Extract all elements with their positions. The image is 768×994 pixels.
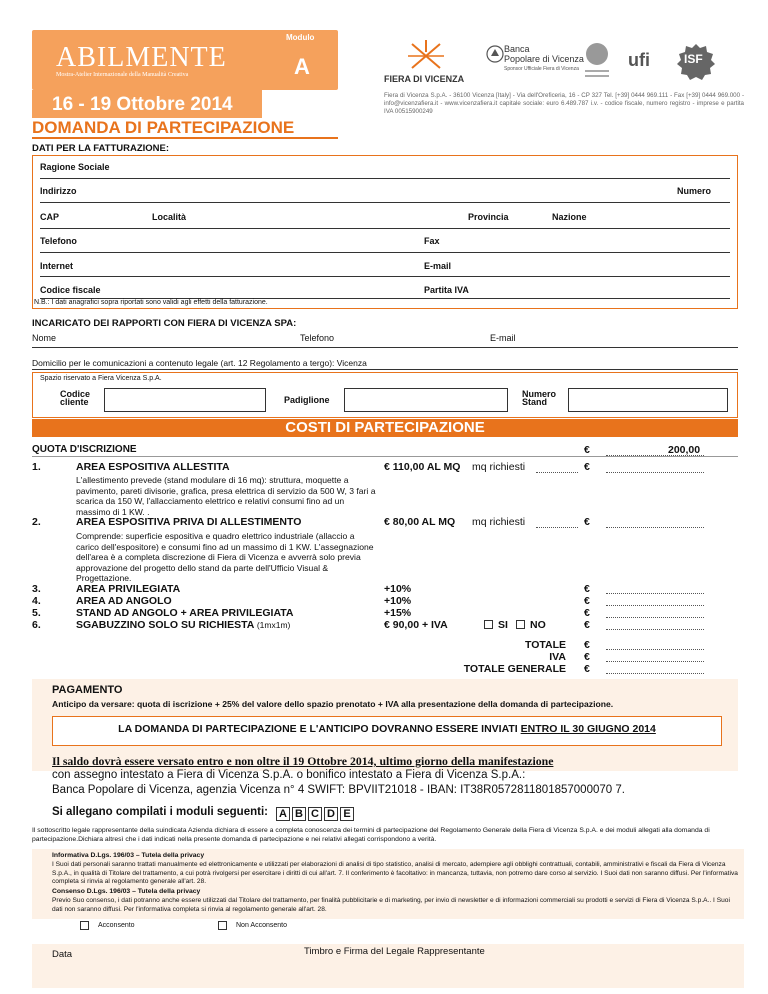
totale-label: TOTALE [524, 639, 566, 651]
billing-note: N.B.: I dati anagrafici sopra riportati sono validi agli effetti della fatturazione. [34, 299, 268, 306]
item1-num: 1. [32, 461, 41, 473]
item4-title: AREA AD ANGOLO [76, 595, 172, 607]
numero-stand-field[interactable] [568, 388, 728, 412]
privacy-text: I Suoi dati personali saranno trattati manualmente ed elettronicamente e utilizzati per elaborazioni di analisi di tipo statistico, analisi di mercato, adempiere agli obblighi contrattuali, contabili, amministrativi e fiscali da Fiera di Vicenza S.p.A., in qualità di Titolare del trattamento, a cui potrà rivolgersi per esercitare i diritti di cui all'art. 7. Il conferimento è facoltativo: in mancanza, tuttavia, non potremo dare corso al servizio. I Suoi dati non saranno diffusi. Per l'informativa completa si rinvia al regolamento generale all'art. 28. [52, 861, 738, 886]
sgabuzzino-no-label: NO [530, 619, 546, 631]
label-email: E-mail [424, 261, 452, 271]
bank-name-2: Popolare di Vicenza [504, 54, 584, 64]
field-telefono-fax[interactable] [40, 252, 730, 253]
label-cap: CAP [40, 212, 60, 222]
reserved-title: Spazio riservato a Fiera Vicenza S.p.A. [40, 375, 162, 382]
totals-labels [400, 639, 566, 675]
item5-total-field[interactable] [606, 617, 704, 618]
modulo-e-box[interactable]: E [340, 807, 354, 821]
acconsento-label: Acconsento [98, 922, 135, 929]
item1-mq: mq richiesti [472, 461, 526, 473]
item2-num: 2. [32, 516, 41, 528]
field-contact[interactable] [32, 347, 738, 348]
saldo-text: Il saldo dovrà essere versato entro e non oltre il 19 Ottobre 2014, ultimo giorno della manifestazione [52, 754, 554, 768]
sgabuzzino-no-checkbox[interactable] [516, 620, 525, 629]
logo-subtitle: Mostra-Atelier Internazionale della Manualità Creativa [56, 72, 189, 78]
field-cap-localita[interactable] [40, 228, 730, 229]
item4-total-field[interactable] [606, 605, 704, 606]
event-dates: 16 - 19 Ottobre 2014 [52, 94, 233, 115]
moduli-letters [276, 804, 356, 822]
label-fax: Fax [424, 236, 440, 246]
dichiarazione-text: Il sottoscritto legale rappresentante della suindicata Azienda dichiara di essere a completa conoscenza dei termini di partecipazione del Regolamento Generale della Fiera di Vicenza S.p.A. e dei moduli allegati alla domanda di partecipazione.Dichiara altresì che i dati indicati nella presente domanda di partecipazione e nei relativi allegati corrispondono a verità. [32, 827, 710, 843]
sgabuzzino-si-checkbox[interactable] [484, 620, 493, 629]
non-acconsento-checkbox[interactable] [218, 921, 227, 930]
modulo-a-box[interactable]: A [276, 807, 290, 821]
modulo-c-box[interactable]: C [308, 807, 322, 821]
field-indirizzo[interactable] [40, 202, 730, 203]
cert-logo-icon [582, 40, 612, 86]
item6-total-field[interactable] [606, 629, 704, 630]
page-title: DOMANDA DI PARTECIPAZIONE [32, 118, 295, 137]
item3-total-field[interactable] [606, 593, 704, 594]
label-contact-telefono: Telefono [300, 333, 335, 343]
deadline-date: ENTRO IL 30 GIUGNO 2014 [520, 723, 656, 735]
item6-title: SGABUZZINO SOLO SU RICHIESTA [76, 619, 254, 631]
field-internet-email[interactable] [40, 276, 730, 277]
items-3-6-eur: € € € € [584, 583, 590, 631]
items-3-6-titles [76, 583, 294, 631]
item1-desc: L'allestimento prevede (stand modulare di 16 mq): struttura, moquette a pavimento, pareti divisorie, grafica, presa elettrica di servizio da 500 W, 3 fari a scarica da 150 W, l'allacciamento elettrico e relativi consumi fino ad un massimo di 1 KW. . [76, 475, 376, 517]
modulo-label: Modulo [286, 33, 315, 42]
title-underline [32, 137, 338, 139]
banca-text: Banca Popolare di Vicenza, agenzia Vicenza n° 4 SWIFT: BPVIIT21018 - IBAN: IT38R0572811801857000070 7. [52, 784, 625, 796]
data-label: Data [52, 949, 73, 960]
quota-value: 200,00 [668, 444, 701, 456]
acconsento-checkbox[interactable] [80, 921, 89, 930]
label-partita-iva: Partita IVA [424, 285, 469, 295]
item2-eur: € [584, 516, 590, 528]
totals-eur: € € € [584, 639, 590, 675]
label-contact-email: E-mail [490, 333, 516, 343]
item2-title: AREA ESPOSITIVA PRIVA DI ALLESTIMENTO [76, 516, 302, 528]
totale-field[interactable] [606, 649, 704, 650]
fiera-name: FIERA DI VICENZA [384, 74, 465, 84]
anticipo-text: Anticipo da versare: quota di iscrizione + 25% del valore dello spazio prenotato + IVA alla presentazione della domanda di partecipazione. [52, 699, 614, 709]
abilmente-logo: ABILMENTE [56, 42, 227, 73]
item1-title: AREA ESPOSITIVA ALLESTITA [76, 461, 230, 473]
costs-banner-title: COSTI DI PARTECIPAZIONE [285, 419, 485, 436]
bank-logo-icon [486, 44, 504, 64]
label-numero: Numero [677, 186, 712, 196]
label-padiglione: Padiglione [284, 395, 330, 405]
item6-price: € 90,00 + IVA [384, 619, 448, 631]
item5-title: STAND AD ANGOLO + AREA PRIVILEGIATA [76, 607, 294, 619]
bank-name-1: Banca [504, 44, 530, 54]
item2-mq: mq richiesti [472, 516, 526, 528]
modulo-d-box[interactable]: D [324, 807, 338, 821]
billing-section-title: DATI PER LA FATTURAZIONE: [32, 143, 170, 154]
domicilio-line [32, 369, 738, 370]
sgabuzzino-si-label: SI [498, 619, 508, 631]
label-indirizzo: Indirizzo [40, 186, 77, 196]
modulo-letter: A [294, 54, 310, 79]
bank-sub: Sponsor Ufficiale Fiera di Vicenza [504, 66, 579, 72]
item1-total-field[interactable] [606, 472, 704, 473]
non-acconsento-label: Non Acconsento [236, 922, 287, 929]
assegno-text: con assegno intestato a Fiera di Vicenza S.p.A. o bonifico intestato a Fiera di Vicenza S.p.A.: [52, 769, 526, 781]
item2-total-field[interactable] [606, 527, 704, 528]
label-numero-stand: Numero Stand [522, 389, 557, 407]
isf-logo: ISF [684, 52, 703, 66]
modulo-b-box[interactable]: B [292, 807, 306, 821]
consenso-title: Consenso D.Lgs. 196/03 – Tutela della privacy [52, 888, 201, 895]
field-ragione-sociale[interactable] [40, 178, 730, 179]
ufi-logo: ufi [628, 50, 650, 70]
payment-title: PAGAMENTO [52, 684, 123, 696]
quota-eur: € [584, 444, 590, 456]
totale-generale-label: TOTALE GENERALE [463, 663, 566, 675]
allegati-label: Si allegano compilati i moduli seguenti: [52, 806, 268, 818]
label-telefono: Telefono [40, 236, 77, 246]
label-codice-cliente: Codice cliente [60, 389, 91, 407]
items-3-6-prices [384, 583, 448, 631]
item1-price: € 110,00 AL MQ [384, 461, 461, 473]
item1-eur: € [584, 461, 590, 473]
deadline-text: LA DOMANDA DI PARTECIPAZIONE E L'ANTICIPO DOVRANNO ESSERE INVIATI ENTRO IL 30 GIUGNO 2014 [118, 723, 656, 735]
label-internet: Internet [40, 261, 74, 271]
quota-label: QUOTA D'ISCRIZIONE [32, 444, 137, 455]
privacy-title: Informativa D.Lgs. 196/03 – Tutela della privacy [52, 852, 205, 859]
fiera-vicenza-logo-icon [404, 38, 448, 72]
item4-price: +10% [384, 595, 412, 607]
padiglione-field[interactable] [344, 388, 508, 412]
item5-price: +15% [384, 607, 412, 619]
label-nome: Nome [32, 333, 57, 343]
items-3-6-nums: 3. 4. 5. 6. [32, 583, 41, 631]
item6-note: (1mx1m) [256, 620, 291, 630]
label-nazione: Nazione [552, 212, 587, 222]
contact-section-title: INCARICATO DEI RAPPORTI CON FIERA DI VICENZA SPA: [32, 318, 297, 329]
item3-price: +10% [384, 583, 412, 595]
item1-mq-field[interactable] [536, 472, 578, 473]
label-provincia: Provincia [468, 212, 509, 222]
domicilio-text: Domicilio per le comunicazioni a contenuto legale (art. 12 Regolamento a tergo): Vicenza [32, 358, 367, 368]
codice-cliente-field[interactable] [104, 388, 266, 412]
label-codice-fiscale: Codice fiscale [40, 285, 101, 295]
label-localita: Località [152, 212, 187, 222]
item2-mq-field[interactable] [536, 527, 578, 528]
quota-separator [32, 456, 738, 457]
totale-generale-field[interactable] [606, 673, 704, 674]
label-ragione-sociale: Ragione Sociale [40, 162, 110, 172]
iva-field[interactable] [606, 661, 704, 662]
firma-label: Timbro e Firma del Legale Rappresentante [304, 946, 485, 957]
item3-title: AREA PRIVILEGIATA [76, 583, 181, 595]
iva-label: IVA [549, 651, 566, 663]
company-address: Fiera di Vicenza S.p.A. - 36100 Vicenza [Italy] - Via dell'Oreficeria, 16 - CP 327 Tel. [+39] 0444 969.111 - Fax [+39] 0444 969.000 - info@vicenzafiera.it - www.vicenzafiera.it capitale sociale: euro 6.489.787 i.v. - codice fiscale, numero registro - imprese e partita IVA 00515900249 [384, 92, 744, 115]
item2-desc: Comprende: superficie espositiva e quadro elettrico industriale (allaccio a carico dell'espositore) e consumi fino ad un massimo di 1 KW. L'assegnazione dell'area è a completa discrezione di Fiera di Vicenza e avverrà solo previa approvazione del progetto dello stand da parte dell'Ufficio Visual & Progettazione. [76, 531, 374, 583]
item2-price: € 80,00 AL MQ [384, 516, 456, 528]
consenso-text: Previo Suo consenso, i dati potranno anche essere utilizzati dal Titolare del trattamento, per finalità pubblicitarie e di marketing, per invio di newsletter e di informazioni commerciali su prodotti e servizi di Fiera di Vicenza S.p.A.. I Suoi dati non saranno diffusi. Per l'informativa completa si rinvia al regolamento generale all'art. 28. [52, 897, 730, 913]
